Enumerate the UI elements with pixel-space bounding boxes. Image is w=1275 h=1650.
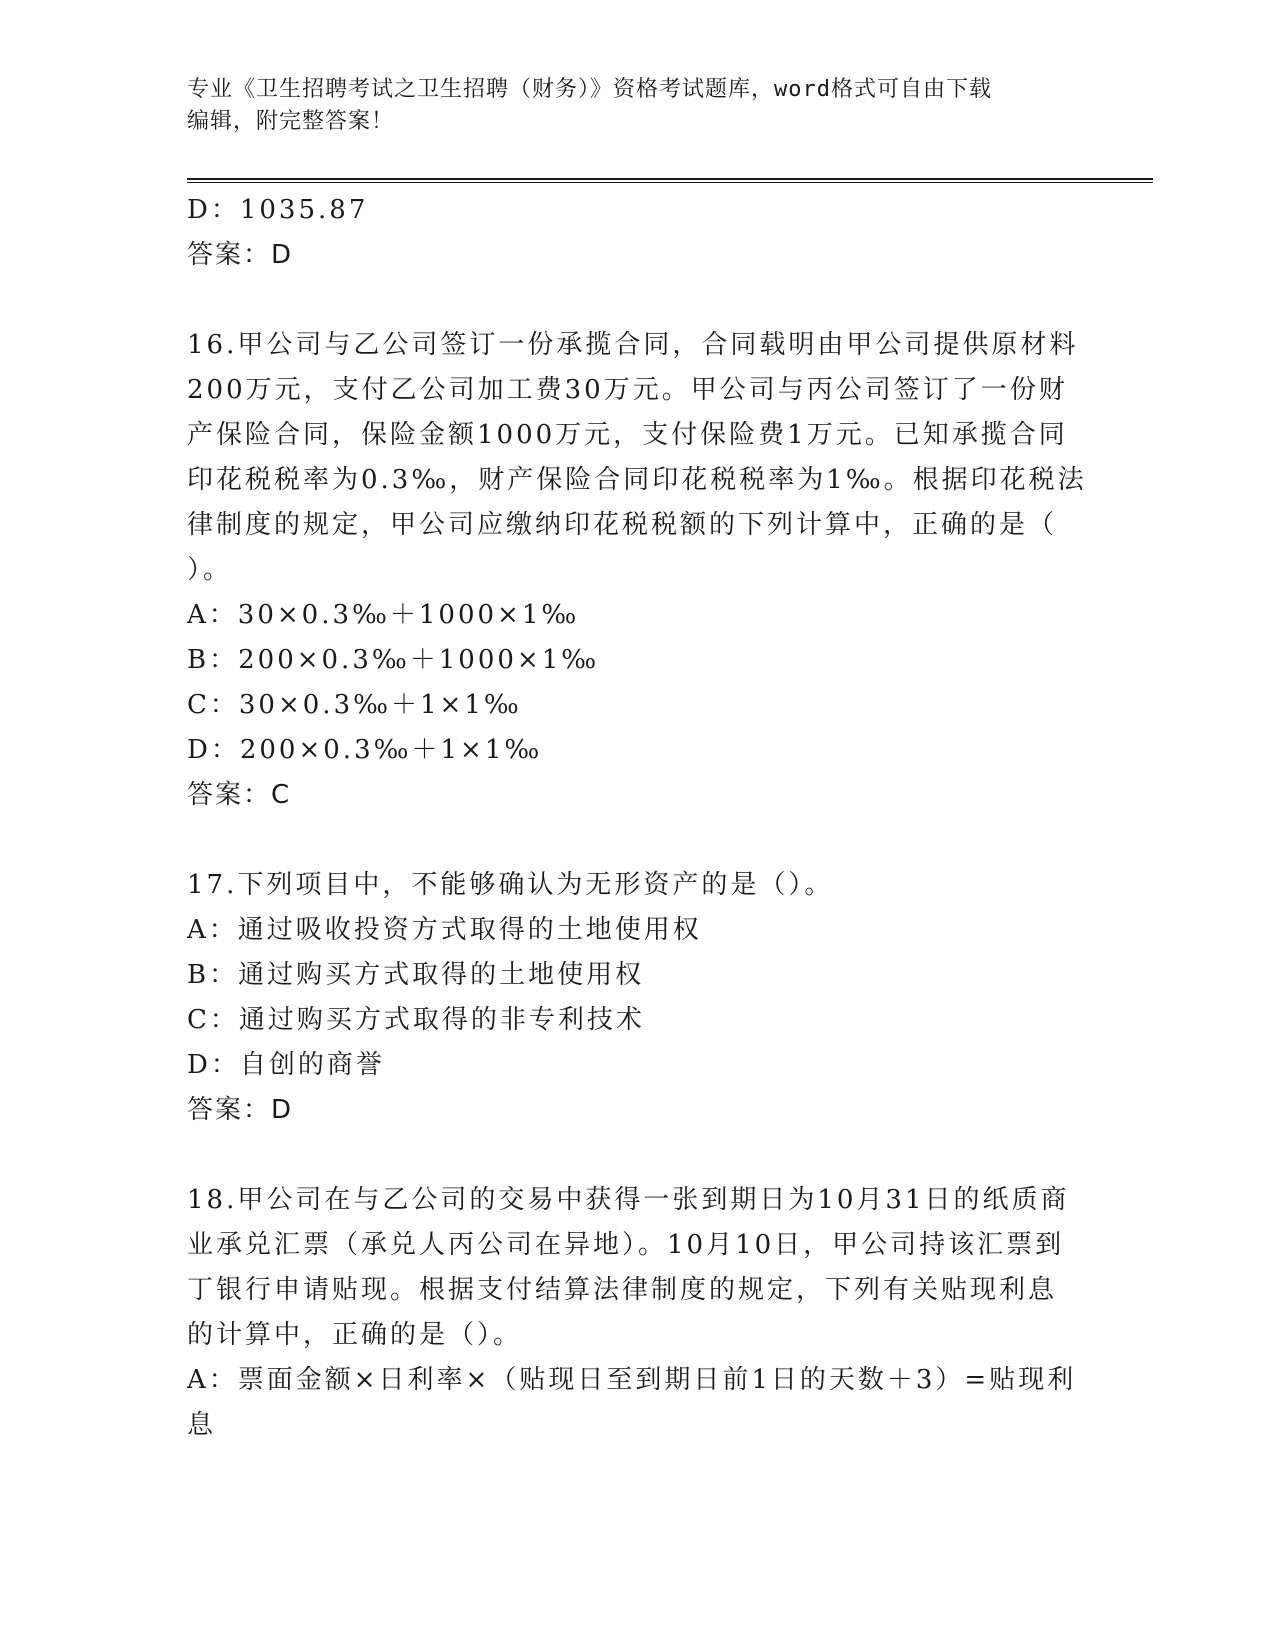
option-d: D：1035.87 [187,195,369,225]
question-text: 律制度的规定，甲公司应缴纳印花税税额的下列计算中，正确的是（ [187,510,1058,540]
spacer [187,278,1087,323]
option-c: C：通过购买方式取得的非专利技术 [187,1005,645,1035]
answer: 答案：C [187,780,292,810]
question-text: 业承兑汇票（承兑人丙公司在异地）。10月10日，甲公司持该汇票到 [187,1230,1065,1260]
header-line-2: 编辑，附完整答案！ [187,109,395,134]
question-text: 丁银行申请贴现。根据支付结算法律制度的规定，下列有关贴现利息 [187,1275,1058,1305]
question-text: 的计算中，正确的是（）。 [187,1320,523,1350]
question-text: ）。 [187,555,233,585]
question-text: 17.下列项目中，不能够确认为无形资产的是（）。 [187,870,834,900]
question-text: 16.甲公司与乙公司签订一份承揽合同，合同载明由甲公司提供原材料 [187,330,1079,360]
answer: 答案：D [187,1095,294,1125]
option-d: D：自创的商誉 [187,1050,385,1080]
question-text: 印花税税率为0.3‰，财产保险合同印花税税率为1‰。根据印花税法 [187,465,1087,495]
answer: 答案：D [187,240,294,270]
option-a-continued: 息 [187,1410,217,1440]
option-a: A：票面金额×日利率×（贴现日至到期日前1日的天数＋3）=贴现利 [187,1365,1077,1395]
option-b: B：200×0.3‰＋1000×1‰ [187,645,600,675]
spacer [187,818,1087,863]
option-c: C：30×0.3‰＋1×1‰ [187,690,522,720]
document-header [187,74,1087,138]
header-divider-thin [187,182,1153,183]
question-text: 产保险合同，保险金额1000万元，支付保险费1万元。已知承揽合同 [187,420,1068,450]
option-a: A：通过吸收投资方式取得的土地使用权 [187,915,702,945]
question-18 [187,1178,1087,1448]
spacer [187,1133,1087,1178]
header-line-1: 专业《卫生招聘考试之卫生招聘（财务）》资格考试题库，word格式可自由下载 [187,77,992,102]
question-16 [187,323,1087,818]
document-body [187,188,1087,1448]
question-text: 18.甲公司在与乙公司的交易中获得一张到期日为10月31日的纸质商 [187,1185,1070,1215]
header-divider [187,178,1153,180]
option-b: B：通过购买方式取得的土地使用权 [187,960,645,990]
question-17 [187,863,1087,1133]
question-text: 200万元，支付乙公司加工费30万元。甲公司与丙公司签订了一份财 [187,375,1068,405]
option-a: A：30×0.3‰＋1000×1‰ [187,600,580,630]
option-d: D：200×0.3‰＋1×1‰ [187,735,543,765]
